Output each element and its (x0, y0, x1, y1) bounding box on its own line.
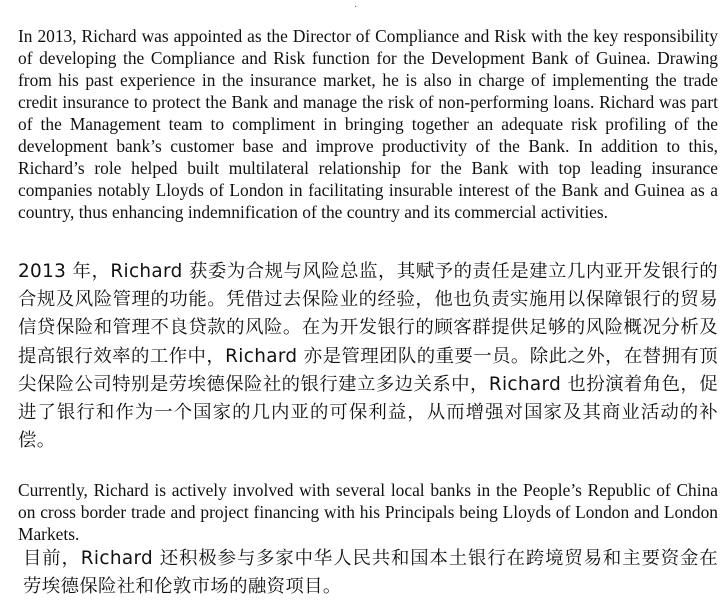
page-marker: · (354, 2, 358, 13)
paragraph-chinese-2: 目前，Richard 还积极参与多家中华人民共和国本土银行在跨境贸易和主要资金在劳埃德保险社和伦敦市场的融资项目。 (23, 548, 718, 598)
paragraph-english-2: Currently, Richard is actively involved with several local banks in the People’s Republic of China on cross border trade and project financing with his Principals being Lloyds of London and London Markets. (18, 480, 718, 544)
paragraph-chinese-1: 2013 年，Richard 获委为合规与风险总监，其赋予的责任是建立几内亚开发银行的合规及风险管理的功能。凭借过去保险业的经验，他也负责实施用以保障银行的贸易信贷保险和管理不良贷款的风险。在为开发银行的顾客群提供足够的风险概况分析及提高银行效率的工作中，Richard 亦是管理团队的重要一员。除此之外，在替拥有顶尖保险公司特别是劳埃德保险社的银行建立多边关系中，Richard 也扮演着角色，促进了银行和作为一个国家的几内亚的可保利益，从而增强对国家及其商业活动的补偿。 (18, 261, 718, 452)
paragraph-english-1: In 2013, Richard was appointed as the Director of Compliance and Risk with the key responsibility of developing the Compliance and Risk function for the Development Bank of Guinea. Drawing from his past experience in the insurance market, he is also in charge of implementing the trade credit insurance to protect the Bank and manage the risk of non-performing loans. Richard was part of the Management team to compliment in bringing together an adequate risk profiling of the development bank’s customer base and improve productivity of the Bank. In addition to this, Richard’s role helped built multilateral relationship for the Bank with top leading insurance companies notably Lloyds of London in facilitating insurable interest of the Bank and Guinea as a country, thus enhancing indemnification of the country and its commercial activities. (18, 26, 718, 222)
